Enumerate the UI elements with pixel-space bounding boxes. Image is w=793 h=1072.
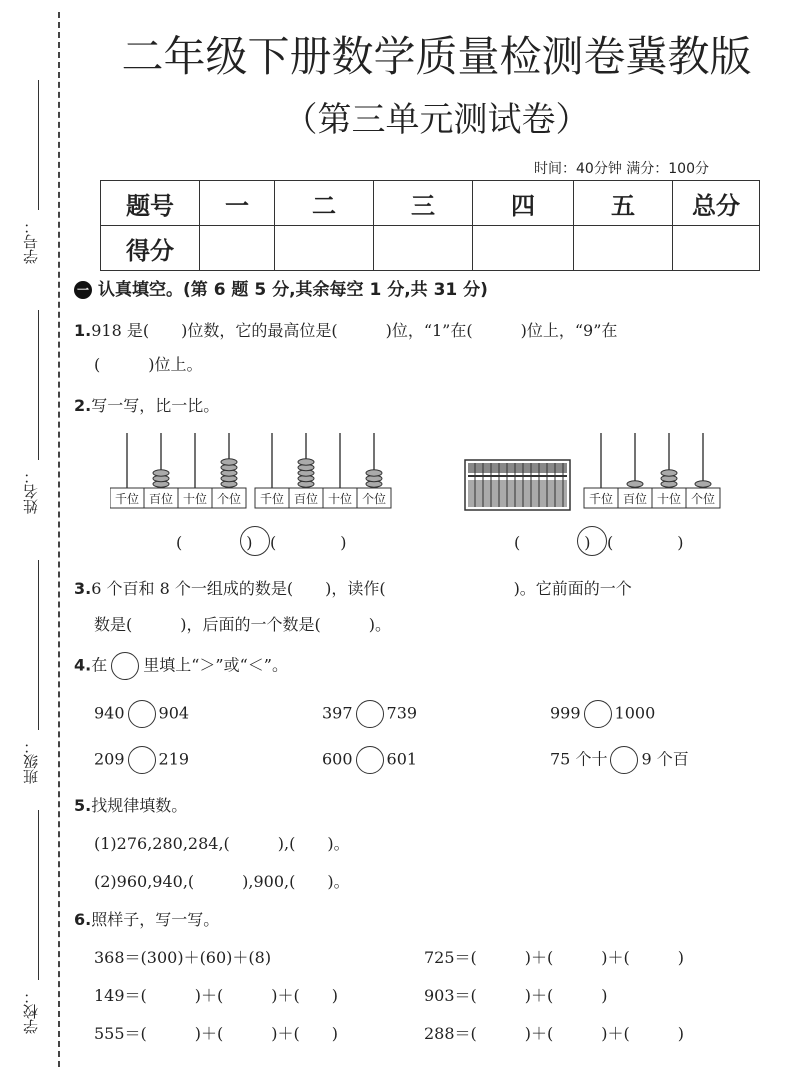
decompose-item: 555＝( )＋( )＋( ) <box>94 1024 338 1043</box>
compare-circle[interactable] <box>356 746 384 774</box>
bead-abacus-icon <box>465 460 570 510</box>
score-cell[interactable] <box>200 226 275 271</box>
score-table-header-row <box>101 181 760 226</box>
place-label: 个位 <box>361 492 387 506</box>
decompose-item: 288＝( )＋( )＋( ) <box>424 1024 684 1043</box>
compare-circle[interactable] <box>356 700 384 728</box>
question-1-text: 918 是( )位数，它的最高位是( )位，“1”在( )位上，“9”在 <box>91 321 618 340</box>
compare-item: 75 个十 9 个百 <box>550 746 689 774</box>
question-4-text-b: 里填上“＞”或“＜”。 <box>143 655 288 675</box>
compare-item: 940 904 <box>94 700 189 728</box>
score-cell[interactable] <box>574 226 673 271</box>
compare-circle[interactable] <box>128 700 156 728</box>
question-number: 6. <box>74 910 92 929</box>
score-table-score-row <box>101 226 760 271</box>
class-label: 班级： <box>22 739 40 785</box>
page-subtitle: （第三单元测试卷） <box>283 100 590 140</box>
compare-item: 999 1000 <box>550 700 655 728</box>
decompose-example: 368＝(300)＋(60)＋(8) <box>94 948 272 967</box>
compare-circle[interactable] <box>610 746 638 774</box>
place-label: 千位 <box>259 492 285 506</box>
question-3-line-1 <box>74 576 632 599</box>
time-info: 时间：40分钟 满分：100分 <box>534 161 709 177</box>
class-line <box>38 560 39 730</box>
place-label: 百位 <box>622 492 648 506</box>
compare-circle[interactable] <box>240 526 270 556</box>
place-label: 个位 <box>216 492 242 506</box>
abacus-bead <box>298 459 314 465</box>
q2-blank-right-b[interactable]: ( ) <box>607 533 684 552</box>
question-6-text: 照样子，写一写。 <box>91 910 220 929</box>
place-label: 十位 <box>327 492 353 506</box>
question-1-line-1 <box>74 318 617 341</box>
question-6-header <box>74 907 219 930</box>
abacus-bead <box>366 470 382 476</box>
abacus-bead <box>153 470 169 476</box>
place-label: 十位 <box>182 492 208 506</box>
score-cell[interactable] <box>473 226 574 271</box>
name-line <box>38 310 39 460</box>
section-1-header <box>74 275 488 300</box>
name-label: 姓名： <box>22 469 40 515</box>
id-line <box>38 80 39 210</box>
circle-icon <box>111 652 139 680</box>
question-number: 2. <box>74 396 92 415</box>
question-number: 5. <box>74 796 92 815</box>
compare-item: 209 219 <box>94 746 189 774</box>
question-number: 1. <box>74 321 92 340</box>
score-cell[interactable] <box>275 226 374 271</box>
abacus-3 <box>584 433 720 508</box>
place-label: 百位 <box>293 492 319 506</box>
compare-circle[interactable] <box>128 746 156 774</box>
score-table <box>100 180 760 271</box>
score-row-label: 得分 <box>101 226 200 271</box>
decompose-item: 903＝( )＋( ) <box>424 986 608 1005</box>
question-1-line-2: ( )位上。 <box>94 355 203 374</box>
question-number: 3. <box>74 579 92 598</box>
abacus-bead <box>627 481 643 487</box>
question-4-text-a: 在 <box>91 655 108 675</box>
page-title: 二年级下册数学质量检测卷冀教版 <box>121 32 752 81</box>
abacus-bead <box>661 470 677 476</box>
q2-blank-left-a[interactable]: ( ) <box>176 533 253 552</box>
q2-blank-left-b[interactable]: ( ) <box>270 533 347 552</box>
abacus-1 <box>110 433 246 508</box>
question-2-header <box>74 393 219 416</box>
section-bullet: 一 <box>74 281 92 299</box>
abacus-2 <box>255 433 391 508</box>
question-5-header <box>74 793 187 816</box>
score-header-cell: 四 <box>473 181 574 226</box>
abacus-figures <box>110 425 750 525</box>
score-header-cell: 五 <box>574 181 673 226</box>
compare-circle[interactable] <box>584 700 612 728</box>
place-label: 千位 <box>588 492 614 506</box>
abacus-bead <box>221 459 237 465</box>
question-5-line-1: (1)276,280,284,( ),( )。 <box>94 834 350 853</box>
score-header-cell: 一 <box>200 181 275 226</box>
question-number: 4. <box>74 655 92 675</box>
score-cell[interactable] <box>673 226 760 271</box>
abacus-bead <box>695 481 711 487</box>
score-header-cell: 三 <box>374 181 473 226</box>
compare-item: 397 739 <box>322 700 417 728</box>
question-4-header <box>74 652 288 680</box>
school-line <box>38 810 39 980</box>
binding-dashed-line <box>58 12 60 1067</box>
score-cell[interactable] <box>374 226 473 271</box>
question-5-line-2: (2)960,940,( ),900,( )。 <box>94 872 350 891</box>
place-label: 百位 <box>148 492 174 506</box>
compare-circle[interactable] <box>577 526 607 556</box>
question-3-text: 6 个百和 8 个一组成的数是( )，读作( )。它前面的一个 <box>91 579 632 598</box>
section-1-title: 认真填空。(第 6 题 5 分,其余每空 1 分,共 31 分) <box>98 280 488 300</box>
question-5-text: 找规律填数。 <box>91 796 188 815</box>
compare-item: 600 601 <box>322 746 417 774</box>
q2-blank-right-a[interactable]: ( ) <box>514 533 591 552</box>
question-3-line-2: 数是( )，后面的一个数是( )。 <box>94 615 391 634</box>
score-header-cell: 二 <box>275 181 374 226</box>
question-2-text: 写一写，比一比。 <box>91 396 220 415</box>
score-header-cell: 题号 <box>101 181 200 226</box>
decompose-item: 149＝( )＋( )＋( ) <box>94 986 338 1005</box>
place-label: 十位 <box>656 492 682 506</box>
score-header-cell: 总分 <box>673 181 760 226</box>
decompose-item: 725＝( )＋( )＋( ) <box>424 948 684 967</box>
school-label: 学校： <box>22 989 40 1035</box>
place-label: 个位 <box>690 492 716 506</box>
place-label: 千位 <box>114 492 140 506</box>
id-label: 学号： <box>22 219 40 265</box>
